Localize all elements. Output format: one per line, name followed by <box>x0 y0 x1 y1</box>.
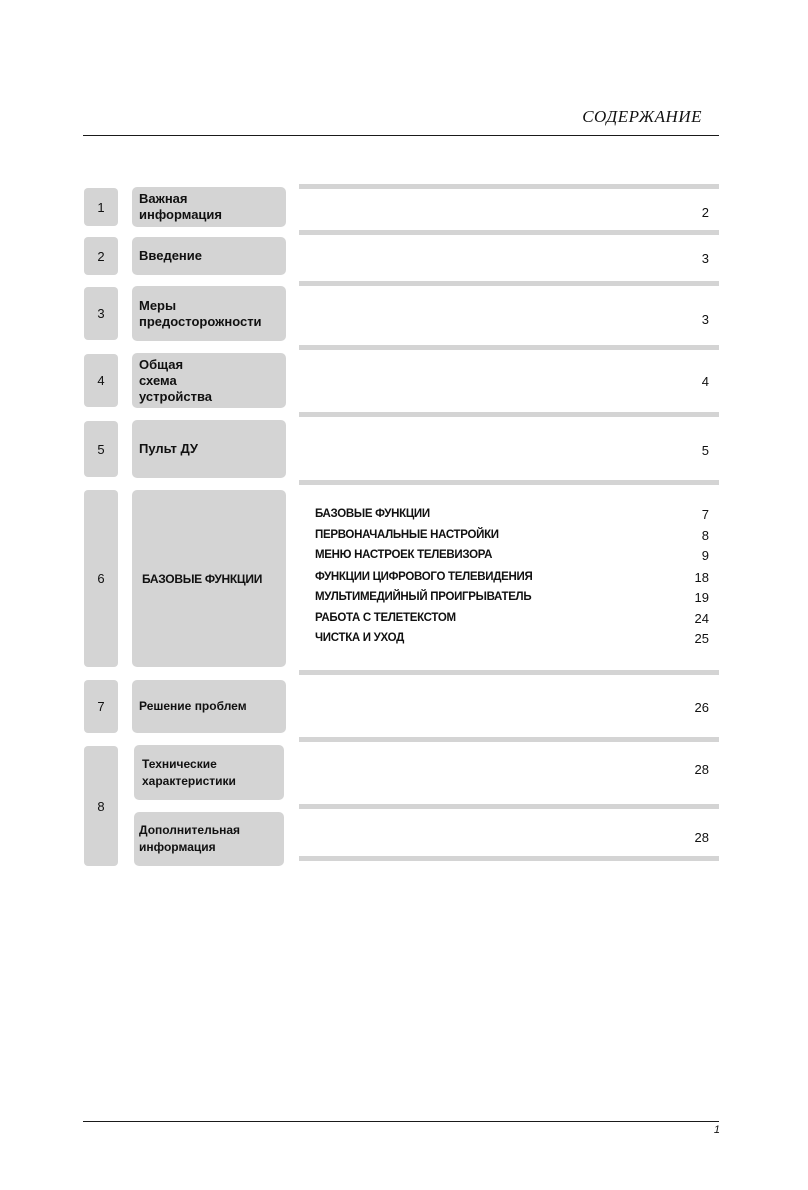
section-bar-bottom-4 <box>299 412 719 417</box>
subitem-page: 18 <box>694 570 709 585</box>
section-title-4[interactable]: Общая схема устройства <box>132 353 286 408</box>
section-title-2[interactable]: Введение <box>132 237 286 275</box>
subitem-label[interactable]: ЧИСТКА И УХОД <box>315 632 404 644</box>
section-page-5: 5 <box>701 443 709 458</box>
section-bar-bottom-5 <box>299 480 719 485</box>
subitem-page: 7 <box>701 507 709 522</box>
section-title-6[interactable]: БАЗОВЫЕ ФУНКЦИИ <box>132 490 286 667</box>
section-page-3: 3 <box>701 312 709 327</box>
section-bar-bottom-8a <box>299 804 719 809</box>
section-page-2: 3 <box>701 251 709 266</box>
section-title-8b[interactable]: Дополнительная информация <box>134 812 284 866</box>
section-bar-bottom-8b <box>299 856 719 861</box>
section-page-4: 4 <box>701 374 709 389</box>
subitem-label[interactable]: РАБОТА С ТЕЛЕТЕКСТОМ <box>315 612 456 624</box>
section-bar-bottom-3 <box>299 345 719 350</box>
subitem-page: 24 <box>694 611 709 626</box>
section-title-5[interactable]: Пульт ДУ <box>132 420 286 478</box>
section-page-8b: 28 <box>694 830 709 845</box>
section-bar-bottom-6 <box>299 670 719 675</box>
section-number-6: 6 <box>84 490 118 667</box>
section-page-7: 26 <box>694 700 709 715</box>
subitem-label[interactable]: ФУНКЦИИ ЦИФРОВОГО ТЕЛЕВИДЕНИЯ <box>315 571 533 583</box>
section-bar-bottom-2 <box>299 281 719 286</box>
section-number-1: 1 <box>84 188 118 226</box>
section-title-7[interactable]: Решение проблем <box>132 680 286 733</box>
section-page-8a: 28 <box>694 762 709 777</box>
page-title: СОДЕРЖАНИЕ <box>582 107 702 126</box>
subitem-page: 25 <box>694 631 709 646</box>
section-title-1[interactable]: Важная информация <box>132 187 286 227</box>
section-bar-top-1 <box>299 184 719 189</box>
section-title-3[interactable]: Меры предосторожности <box>132 286 286 341</box>
section-number-3: 3 <box>84 287 118 340</box>
section-number-2: 2 <box>84 237 118 275</box>
page-number: 1 <box>713 1124 720 1136</box>
subitem-page: 9 <box>701 548 709 563</box>
subitem-label[interactable]: МЕНЮ НАСТРОЕК ТЕЛЕВИЗОРА <box>315 549 493 561</box>
section-bar-bottom-1 <box>299 230 719 235</box>
subitem-label[interactable]: БАЗОВЫЕ ФУНКЦИИ <box>315 508 430 520</box>
subitem-label[interactable]: ПЕРВОНАЧАЛЬНЫЕ НАСТРОЙКИ <box>315 529 499 541</box>
subitem-label[interactable]: МУЛЬТИМЕДИЙНЫЙ ПРОИГРЫВАТЕЛЬ <box>315 591 532 603</box>
header-rule <box>83 135 719 136</box>
section-number-8: 8 <box>84 746 118 866</box>
section-title-8a[interactable]: Технические характеристики <box>134 745 284 800</box>
subitem-page: 19 <box>694 590 709 605</box>
section-page-1: 2 <box>701 205 709 220</box>
section-number-4: 4 <box>84 354 118 407</box>
subitem-page: 8 <box>701 528 709 543</box>
section-number-5: 5 <box>84 421 118 477</box>
section-number-7: 7 <box>84 680 118 733</box>
section-bar-bottom-7 <box>299 737 719 742</box>
footer-rule <box>83 1121 719 1122</box>
